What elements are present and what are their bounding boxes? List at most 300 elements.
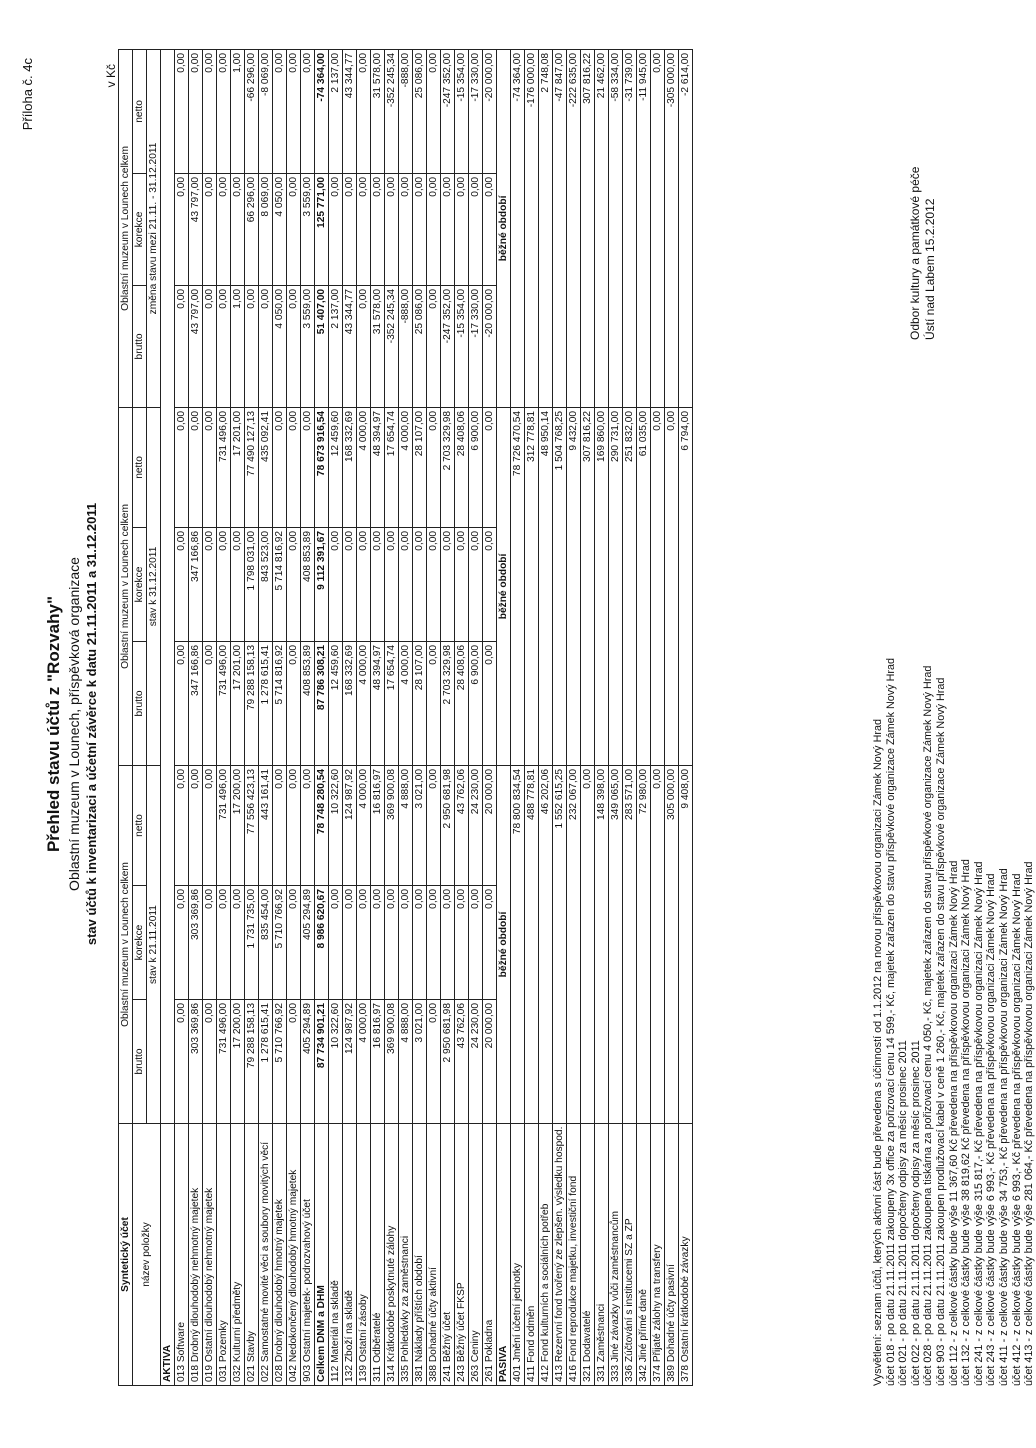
note-line: účet 112 - z celkové částky bude výše 11 367,60 Kč převedena na příspěvkovou organizaci Zámek Nový Hrad xyxy=(947,860,960,1386)
note-line: účet 903 - po datu 21.11.2011 zakoupen prodlužovací kabel v ceně 1 260,- Kč, majetek zařazen do stavu příspěvkové organizace Zámek Nový Hrad xyxy=(934,677,947,1386)
table-row xyxy=(679,49,693,1385)
amount-cell: 0,00 xyxy=(483,407,497,527)
amount-cell: 0,00 xyxy=(175,527,189,641)
amount-cell: 290 731,00 xyxy=(609,407,623,765)
amount-cell: 0,00 xyxy=(231,527,245,641)
amount-cell: -74 364,00 xyxy=(511,49,525,407)
amount-cell: 1 504 768,25 xyxy=(553,407,567,765)
amount-cell: 2 703 329,98 xyxy=(441,641,455,765)
amount-cell: 169 860,00 xyxy=(595,407,609,765)
amount-cell: -20 000,00 xyxy=(483,285,497,407)
amount-cell: 0,00 xyxy=(427,407,441,527)
amount-cell: 17 201,00 xyxy=(231,641,245,765)
amount-cell: 0,00 xyxy=(203,641,217,765)
amount-cell: 0,00 xyxy=(469,527,483,641)
amount-cell: 0,00 xyxy=(427,49,441,173)
amount-cell: 43 797,00 xyxy=(189,285,203,407)
amount-cell: 0,00 xyxy=(413,173,427,285)
amount-cell: 0,00 xyxy=(175,886,189,1000)
amount-cell: 369 900,08 xyxy=(385,765,399,885)
amount-cell: 731 496,00 xyxy=(217,641,231,765)
amount-cell: 0,00 xyxy=(301,407,315,527)
account-name: 018 Drobný dlouhodobý nehmotný majetek xyxy=(189,1124,203,1386)
table-row xyxy=(371,49,385,1385)
explanation-notes xyxy=(872,386,1036,1386)
table-row xyxy=(245,49,259,1385)
period-header-1: stav k 21.11.2011 xyxy=(147,765,161,1123)
amount-cell: -2 614,00 xyxy=(679,49,693,407)
amount-cell: 77 490 127,13 xyxy=(245,407,259,527)
note-line: Vysvětlení: seznam účtů, kterých aktivní část bude převedena s účinností od 1.1.2012 na novou příspěvkovou organizaci Zámek Nový Hrad xyxy=(872,719,884,1386)
amount-cell: -8 069,00 xyxy=(259,49,273,173)
amount-cell: 0,00 xyxy=(287,765,301,885)
account-name: 416 Fond reprodukce majetku, investiční fond xyxy=(567,1124,581,1386)
amount-cell: 0,00 xyxy=(483,527,497,641)
subcol-netto: netto xyxy=(133,407,147,527)
account-name: 241 Běžný účet xyxy=(441,1124,455,1386)
group-header-2: Oblastní muzeum v Lounech celkem xyxy=(119,407,133,765)
period-label: běžné období xyxy=(497,49,511,407)
table-row xyxy=(567,49,581,1385)
amount-cell: 16 816,97 xyxy=(371,1000,385,1124)
account-name: 374 Přijaté zálohy na transfery xyxy=(651,1124,665,1386)
table-row xyxy=(175,49,189,1385)
amount-cell: 0,00 xyxy=(455,886,469,1000)
amount-cell: 1 798 031,00 xyxy=(245,527,259,641)
amount-cell: 48 394,97 xyxy=(371,407,385,527)
table-row xyxy=(441,49,455,1385)
amount-cell: 5 710 766,92 xyxy=(273,886,287,1000)
table-row xyxy=(287,49,301,1385)
group-header-3: Oblastní muzeum v Lounech celkem xyxy=(119,49,133,407)
amount-cell: 9 112 391,67 xyxy=(315,527,329,641)
amount-cell: -66 296,00 xyxy=(245,49,259,173)
table-row xyxy=(651,49,665,1385)
amount-cell: 0,00 xyxy=(399,886,413,1000)
period-header-3: změna stavu mezi 21.11. - 31.12.2011 xyxy=(147,49,161,407)
table-row xyxy=(637,49,651,1385)
amount-cell: 10 322,60 xyxy=(329,1000,343,1124)
amount-cell: 17 200,00 xyxy=(231,1000,245,1124)
amount-cell: 0,00 xyxy=(231,173,245,285)
amount-cell: 168 332,69 xyxy=(343,407,357,527)
amount-cell: 3 021,00 xyxy=(413,765,427,885)
amount-cell: 232 067,00 xyxy=(567,765,581,1123)
report-subtitle: stav účtů k inventarizaci a účetní závěrce k datu 21.11.2011 a 31.12.2011 xyxy=(84,502,99,946)
amount-cell: 1 278 615,41 xyxy=(259,641,273,765)
amount-cell: 28 408,06 xyxy=(455,407,469,527)
subcol-korekce: korekce xyxy=(133,173,147,285)
amount-cell: 0,00 xyxy=(357,49,371,173)
amount-cell: 0,00 xyxy=(301,49,315,173)
amount-cell: 0,00 xyxy=(217,173,231,285)
amount-cell: 79 288 158,13 xyxy=(245,1000,259,1124)
amount-cell: 405 294,89 xyxy=(301,886,315,1000)
amount-cell: 4 000,00 xyxy=(399,641,413,765)
amount-cell: 0,00 xyxy=(427,173,441,285)
amount-cell: 0,00 xyxy=(357,285,371,407)
amount-cell: 0,00 xyxy=(441,527,455,641)
table-row xyxy=(539,49,553,1385)
amount-cell: 16 816,97 xyxy=(371,765,385,885)
account-name: 032 Kulturní předměty xyxy=(231,1124,245,1386)
amount-cell: 2 703 329,98 xyxy=(441,407,455,527)
amount-cell: 0,00 xyxy=(427,641,441,765)
amount-cell: 24 230,00 xyxy=(469,1000,483,1124)
amount-cell: 87 734 901,21 xyxy=(315,1000,329,1124)
amount-cell: 17 654,74 xyxy=(385,641,399,765)
amount-cell: 0,00 xyxy=(651,49,665,407)
amount-cell: 31 578,00 xyxy=(371,285,385,407)
amount-cell: 78 726 470,54 xyxy=(511,407,525,765)
amount-cell: 0,00 xyxy=(259,285,273,407)
amount-cell: 0,00 xyxy=(427,765,441,885)
amount-cell: 0,00 xyxy=(273,765,287,885)
amount-cell: 0,00 xyxy=(343,886,357,1000)
amount-cell: 0,00 xyxy=(441,886,455,1000)
table-row xyxy=(581,49,595,1385)
amount-cell: 10 322,60 xyxy=(329,765,343,885)
note-line: účet 021 - po datu 21.11.2011 dopočteny odpisy za měsíc prosinec 2011 xyxy=(897,1040,910,1386)
amount-cell: 0,00 xyxy=(469,886,483,1000)
amount-cell: 283 571,00 xyxy=(623,765,637,1123)
balance-table xyxy=(118,49,693,1386)
amount-cell: 0,00 xyxy=(175,641,189,765)
amount-cell: 6 900,00 xyxy=(469,641,483,765)
table-row xyxy=(203,49,217,1385)
amount-cell: -15 354,00 xyxy=(455,49,469,173)
table-row xyxy=(385,49,399,1385)
amount-cell: 25 086,00 xyxy=(413,285,427,407)
amount-cell: -17 330,00 xyxy=(469,49,483,173)
table-row xyxy=(231,49,245,1385)
amount-cell: 0,00 xyxy=(371,527,385,641)
account-name: 042 Nedokončený dlouhodobý hmotný majetek xyxy=(287,1124,301,1386)
amount-cell: 0,00 xyxy=(399,173,413,285)
amount-cell: -20 000,00 xyxy=(483,49,497,173)
account-name: 022 Samostatné movité věci a soubory movitých věcí xyxy=(259,1124,273,1386)
amount-cell: 369 900,08 xyxy=(385,1000,399,1124)
amount-cell: 12 459,60 xyxy=(329,641,343,765)
table-row xyxy=(329,49,343,1385)
amount-cell: 17 654,74 xyxy=(385,407,399,527)
account-name: 321 Dodavatelé xyxy=(581,1124,595,1386)
amount-cell: 43 797,00 xyxy=(189,173,203,285)
amount-cell: 0,00 xyxy=(175,49,189,173)
amount-cell: 3 559,00 xyxy=(301,285,315,407)
note-line: účet 132 - z celkové částky bude výše 38 819,62 Kč převedena na příspěvkovou organizaci Zámek Nový Hrad xyxy=(960,859,973,1386)
amount-cell: 0,00 xyxy=(343,527,357,641)
amount-cell: 79 288 158,13 xyxy=(245,641,259,765)
amount-cell: 0,00 xyxy=(483,886,497,1000)
amount-cell: 0,00 xyxy=(287,173,301,285)
header-row-groups xyxy=(119,49,133,1385)
amount-cell: 12 459,60 xyxy=(329,407,343,527)
amount-cell: 0,00 xyxy=(483,173,497,285)
amount-cell: 0,00 xyxy=(203,173,217,285)
amount-cell: -247 352,00 xyxy=(441,49,455,173)
amount-cell: 31 578,00 xyxy=(371,49,385,173)
amount-cell: 46 202,06 xyxy=(539,765,553,1123)
amount-cell: 0,00 xyxy=(441,173,455,285)
amount-cell: 0,00 xyxy=(203,285,217,407)
amount-cell: 61 035,00 xyxy=(637,407,651,765)
amount-cell: 77 556 423,13 xyxy=(245,765,259,885)
amount-cell: 0,00 xyxy=(287,527,301,641)
amount-cell: 9 408,00 xyxy=(679,765,693,1123)
amount-cell: -888,00 xyxy=(399,49,413,173)
amount-cell: 0,00 xyxy=(287,285,301,407)
amount-cell: 0,00 xyxy=(287,1000,301,1124)
col-account-subheader: název položky xyxy=(133,1124,161,1386)
amount-cell: 307 816,22 xyxy=(581,407,595,765)
amount-cell: 8 986 620,67 xyxy=(315,886,329,1000)
note-line: účet 413 - z celkové částky bude výše 281 064,- Kč převedena na příspěvkovou organizaci Zámek Nový Hrad xyxy=(1023,861,1036,1386)
table-row xyxy=(511,49,525,1385)
account-name: 139 Ostatní zásoby xyxy=(357,1124,371,1386)
amount-cell: 307 816,22 xyxy=(581,49,595,407)
footer-department: Odbor kultury a památkové péče xyxy=(908,166,922,340)
table-row xyxy=(469,49,483,1385)
amount-cell: 0,00 xyxy=(385,173,399,285)
amount-cell: 0,00 xyxy=(287,886,301,1000)
amount-cell: 28 107,00 xyxy=(413,407,427,527)
table-row xyxy=(357,49,371,1385)
amount-cell: 8 069,00 xyxy=(259,173,273,285)
amount-cell: 0,00 xyxy=(343,173,357,285)
amount-cell: -15 354,00 xyxy=(455,285,469,407)
account-name: 263 Ceniny xyxy=(469,1124,483,1386)
amount-cell: 6 794,00 xyxy=(679,407,693,765)
amount-cell: 0,00 xyxy=(329,173,343,285)
amount-cell: 0,00 xyxy=(371,886,385,1000)
note-line: účet 241 - z celkové částky bude výše 315 817,- Kč převedena na příspěvkovou organizaci Zámek Nový Hrad xyxy=(972,861,985,1386)
table-row xyxy=(525,49,539,1385)
amount-cell: 21 462,00 xyxy=(595,49,609,407)
table-row xyxy=(595,49,609,1385)
amount-cell: 1,00 xyxy=(231,49,245,173)
amount-cell: 731 496,00 xyxy=(217,765,231,885)
amount-cell: -11 945,00 xyxy=(637,49,651,407)
account-name: Celkem DNM a DHM xyxy=(315,1124,329,1386)
subcol-korekce: korekce xyxy=(133,527,147,641)
header-row-subcols xyxy=(133,49,147,1385)
account-name: 311 Odběratelé xyxy=(371,1124,385,1386)
amount-cell: 0,00 xyxy=(357,527,371,641)
amount-cell: 0,00 xyxy=(357,886,371,1000)
account-name: 028 Drobný dlouhodobý hmotný majetek xyxy=(273,1124,287,1386)
amount-cell: 3 559,00 xyxy=(301,173,315,285)
note-line: účet 028 - po datu 21.11.2011 zakoupena tiskárna za pořizovací cenu 4 050,- Kč, majetek zařazen do stavu příspěvkové organizace Zámek Nový Hrad xyxy=(922,665,935,1386)
amount-cell: 0,00 xyxy=(217,49,231,173)
amount-cell: 2 748,08 xyxy=(539,49,553,407)
amount-cell: 3 021,00 xyxy=(413,1000,427,1124)
amount-cell: -74 364,00 xyxy=(315,49,329,173)
amount-cell: 6 900,00 xyxy=(469,407,483,527)
amount-cell: 0,00 xyxy=(357,173,371,285)
amount-cell: 835 454,00 xyxy=(259,886,273,1000)
amount-cell: 0,00 xyxy=(427,285,441,407)
group-header-1: Oblastní muzeum v Lounech celkem xyxy=(119,765,133,1123)
amount-cell: 78 673 916,54 xyxy=(315,407,329,527)
amount-cell: 0,00 xyxy=(427,1000,441,1124)
amount-cell: 0,00 xyxy=(651,407,665,765)
amount-cell: 25 086,00 xyxy=(413,49,427,173)
note-line: účet 018 - po datu 21.11.2011 zakoupeny 3x office za pořizovací cenu 14 599,- Kč, majetek zařazen do stavu příspěvkové organizace Zámek Nový Hrad xyxy=(884,657,897,1386)
amount-cell: 0,00 xyxy=(273,49,287,173)
amount-cell: -58 334,00 xyxy=(609,49,623,407)
table-row xyxy=(413,49,427,1385)
amount-cell: 0,00 xyxy=(371,173,385,285)
amount-cell: 0,00 xyxy=(203,886,217,1000)
amount-cell: 0,00 xyxy=(175,173,189,285)
account-name: 243 Běžný účet FKSP xyxy=(455,1124,469,1386)
amount-cell: 72 980,00 xyxy=(637,765,651,1123)
account-name: 412 Fond kulturních a sociálních potřeb xyxy=(539,1124,553,1386)
amount-cell: 2 950 681,98 xyxy=(441,765,455,885)
amount-cell: 9 432,00 xyxy=(567,407,581,765)
amount-cell: 43 344,77 xyxy=(343,285,357,407)
amount-cell: 0,00 xyxy=(329,886,343,1000)
amount-cell: 0,00 xyxy=(399,527,413,641)
amount-cell: 24 230,00 xyxy=(469,765,483,885)
section-pasiva xyxy=(497,49,511,1385)
table-row xyxy=(343,49,357,1385)
amount-cell: 0,00 xyxy=(189,765,203,885)
amount-cell: 0,00 xyxy=(455,527,469,641)
amount-cell: 251 832,00 xyxy=(623,407,637,765)
table-row xyxy=(399,49,413,1385)
amount-cell: -888,00 xyxy=(399,285,413,407)
currency-label: v Kč xyxy=(104,64,118,88)
account-name: 336 Zúčtování s institucemi SZ a ZP xyxy=(623,1124,637,1386)
amount-cell: 51 407,00 xyxy=(315,285,329,407)
subcol-brutto: brutto xyxy=(133,641,147,765)
note-line: účet 243 - z celkové částky bude výše 6 993,- Kč převedena na příspěvkovou organizaci Zámek Nový Hrad xyxy=(985,873,998,1386)
section-label: AKTIVA xyxy=(161,1124,175,1386)
organization-name: Oblastní muzeum v Lounech, příspěvková organizace xyxy=(66,557,82,891)
amount-cell: 0,00 xyxy=(651,765,665,1123)
amount-cell: 0,00 xyxy=(203,1000,217,1124)
amount-cell: 0,00 xyxy=(455,173,469,285)
total-row xyxy=(315,49,329,1385)
amount-cell: 78 748 280,54 xyxy=(315,765,329,885)
amount-cell: 349 065,00 xyxy=(609,765,623,1123)
amount-cell: 1,00 xyxy=(231,285,245,407)
subcol-brutto: brutto xyxy=(133,285,147,407)
amount-cell: 20 000,00 xyxy=(483,1000,497,1124)
amount-cell: 28 408,06 xyxy=(455,641,469,765)
amount-cell: 1 552 615,25 xyxy=(553,765,567,1123)
amount-cell: 0,00 xyxy=(175,1000,189,1124)
amount-cell: 5 714 816,92 xyxy=(273,527,287,641)
amount-cell: 2 137,00 xyxy=(329,49,343,173)
amount-cell: 4 000,00 xyxy=(357,765,371,885)
amount-cell: 303 369,86 xyxy=(189,886,203,1000)
appendix-label: Příloha č. 4c xyxy=(20,58,35,131)
account-name: 331 Zaměstnanci xyxy=(595,1124,609,1386)
amount-cell: 312 778,81 xyxy=(525,407,539,765)
amount-cell: 0,00 xyxy=(175,285,189,407)
period-label: běžné období xyxy=(497,407,511,765)
amount-cell: 0,00 xyxy=(469,173,483,285)
note-line: účet 022 - po datu 21.11.2011 dopočteny odpisy za měsíc prosinec 2011 xyxy=(909,1040,922,1386)
subcol-netto: netto xyxy=(133,765,147,885)
amount-cell: -352 245,34 xyxy=(385,285,399,407)
account-name: 333 Jiné závazky vůči zaměstnancům xyxy=(609,1124,623,1386)
amount-cell: 443 161,41 xyxy=(259,765,273,885)
period-header-2: stav k 31.12.2011 xyxy=(147,407,161,765)
account-name: 021 Stavby xyxy=(245,1124,259,1386)
account-name: 132 Zboží na skladě xyxy=(343,1124,357,1386)
amount-cell: 4 888,00 xyxy=(399,1000,413,1124)
amount-cell: 1 278 615,41 xyxy=(259,1000,273,1124)
amount-cell: 0,00 xyxy=(231,886,245,1000)
account-name: 314 Krátkodobé poskytnuté zálohy xyxy=(385,1124,399,1386)
amount-cell: 78 800 834,54 xyxy=(511,765,525,1123)
amount-cell: 0,00 xyxy=(217,886,231,1000)
report-title: Přehled stavu účtů z "Rozvahy" xyxy=(44,595,63,853)
amount-cell: -31 739,00 xyxy=(623,49,637,407)
col-account-header: Syntetický účet xyxy=(119,1124,133,1386)
amount-cell: 0,00 xyxy=(217,285,231,407)
amount-cell: 0,00 xyxy=(581,765,595,1123)
amount-cell: 0,00 xyxy=(273,407,287,527)
amount-cell: 124 987,92 xyxy=(343,765,357,885)
table-row xyxy=(665,49,679,1385)
amount-cell: 408 853,89 xyxy=(301,527,315,641)
amount-cell: 87 786 308,21 xyxy=(315,641,329,765)
amount-cell: 0,00 xyxy=(665,407,679,765)
amount-cell: 4 000,00 xyxy=(357,641,371,765)
amount-cell: 43 344,77 xyxy=(343,49,357,173)
amount-cell: 0,00 xyxy=(203,765,217,885)
account-name: 389 Dohadné účty pasivní xyxy=(665,1124,679,1386)
section-aktiva xyxy=(161,49,175,1385)
amount-cell: 0,00 xyxy=(203,527,217,641)
table-row xyxy=(273,49,287,1385)
account-name: 378 Ostatní krátkodobé závazky xyxy=(679,1124,693,1386)
account-name: 388 Dohadné účty aktivní xyxy=(427,1124,441,1386)
note-line: účet 412 - z celkové částky bude výše 6 993,- Kč převedena na příspěvkovou organizaci Zámek Nový Hrad xyxy=(1010,873,1023,1386)
empty-cell xyxy=(161,49,175,1123)
account-name: 335 Pohledávky za zaměstnanci xyxy=(399,1124,413,1386)
amount-cell: 17 200,00 xyxy=(231,765,245,885)
amount-cell: 0,00 xyxy=(301,765,315,885)
amount-cell: 408 853,89 xyxy=(301,641,315,765)
subcol-brutto: brutto xyxy=(133,1000,147,1124)
amount-cell: 168 332,69 xyxy=(343,641,357,765)
amount-cell: 0,00 xyxy=(385,527,399,641)
amount-cell: 435 092,41 xyxy=(259,407,273,527)
amount-cell: 731 496,00 xyxy=(217,1000,231,1124)
amount-cell: 0,00 xyxy=(287,49,301,173)
amount-cell: -352 245,34 xyxy=(385,49,399,173)
amount-cell: 1 731 735,00 xyxy=(245,886,259,1000)
amount-cell: 0,00 xyxy=(189,49,203,173)
amount-cell: 347 166,86 xyxy=(189,527,203,641)
amount-cell: 0,00 xyxy=(175,765,189,885)
account-name: 031 Pozemky xyxy=(217,1124,231,1386)
amount-cell: 4 000,00 xyxy=(357,1000,371,1124)
table-row xyxy=(427,49,441,1385)
amount-cell: 4 000,00 xyxy=(357,407,371,527)
table-row xyxy=(455,49,469,1385)
amount-cell: 2 137,00 xyxy=(329,285,343,407)
table-row xyxy=(217,49,231,1385)
amount-cell: 0,00 xyxy=(287,641,301,765)
amount-cell: 0,00 xyxy=(245,285,259,407)
